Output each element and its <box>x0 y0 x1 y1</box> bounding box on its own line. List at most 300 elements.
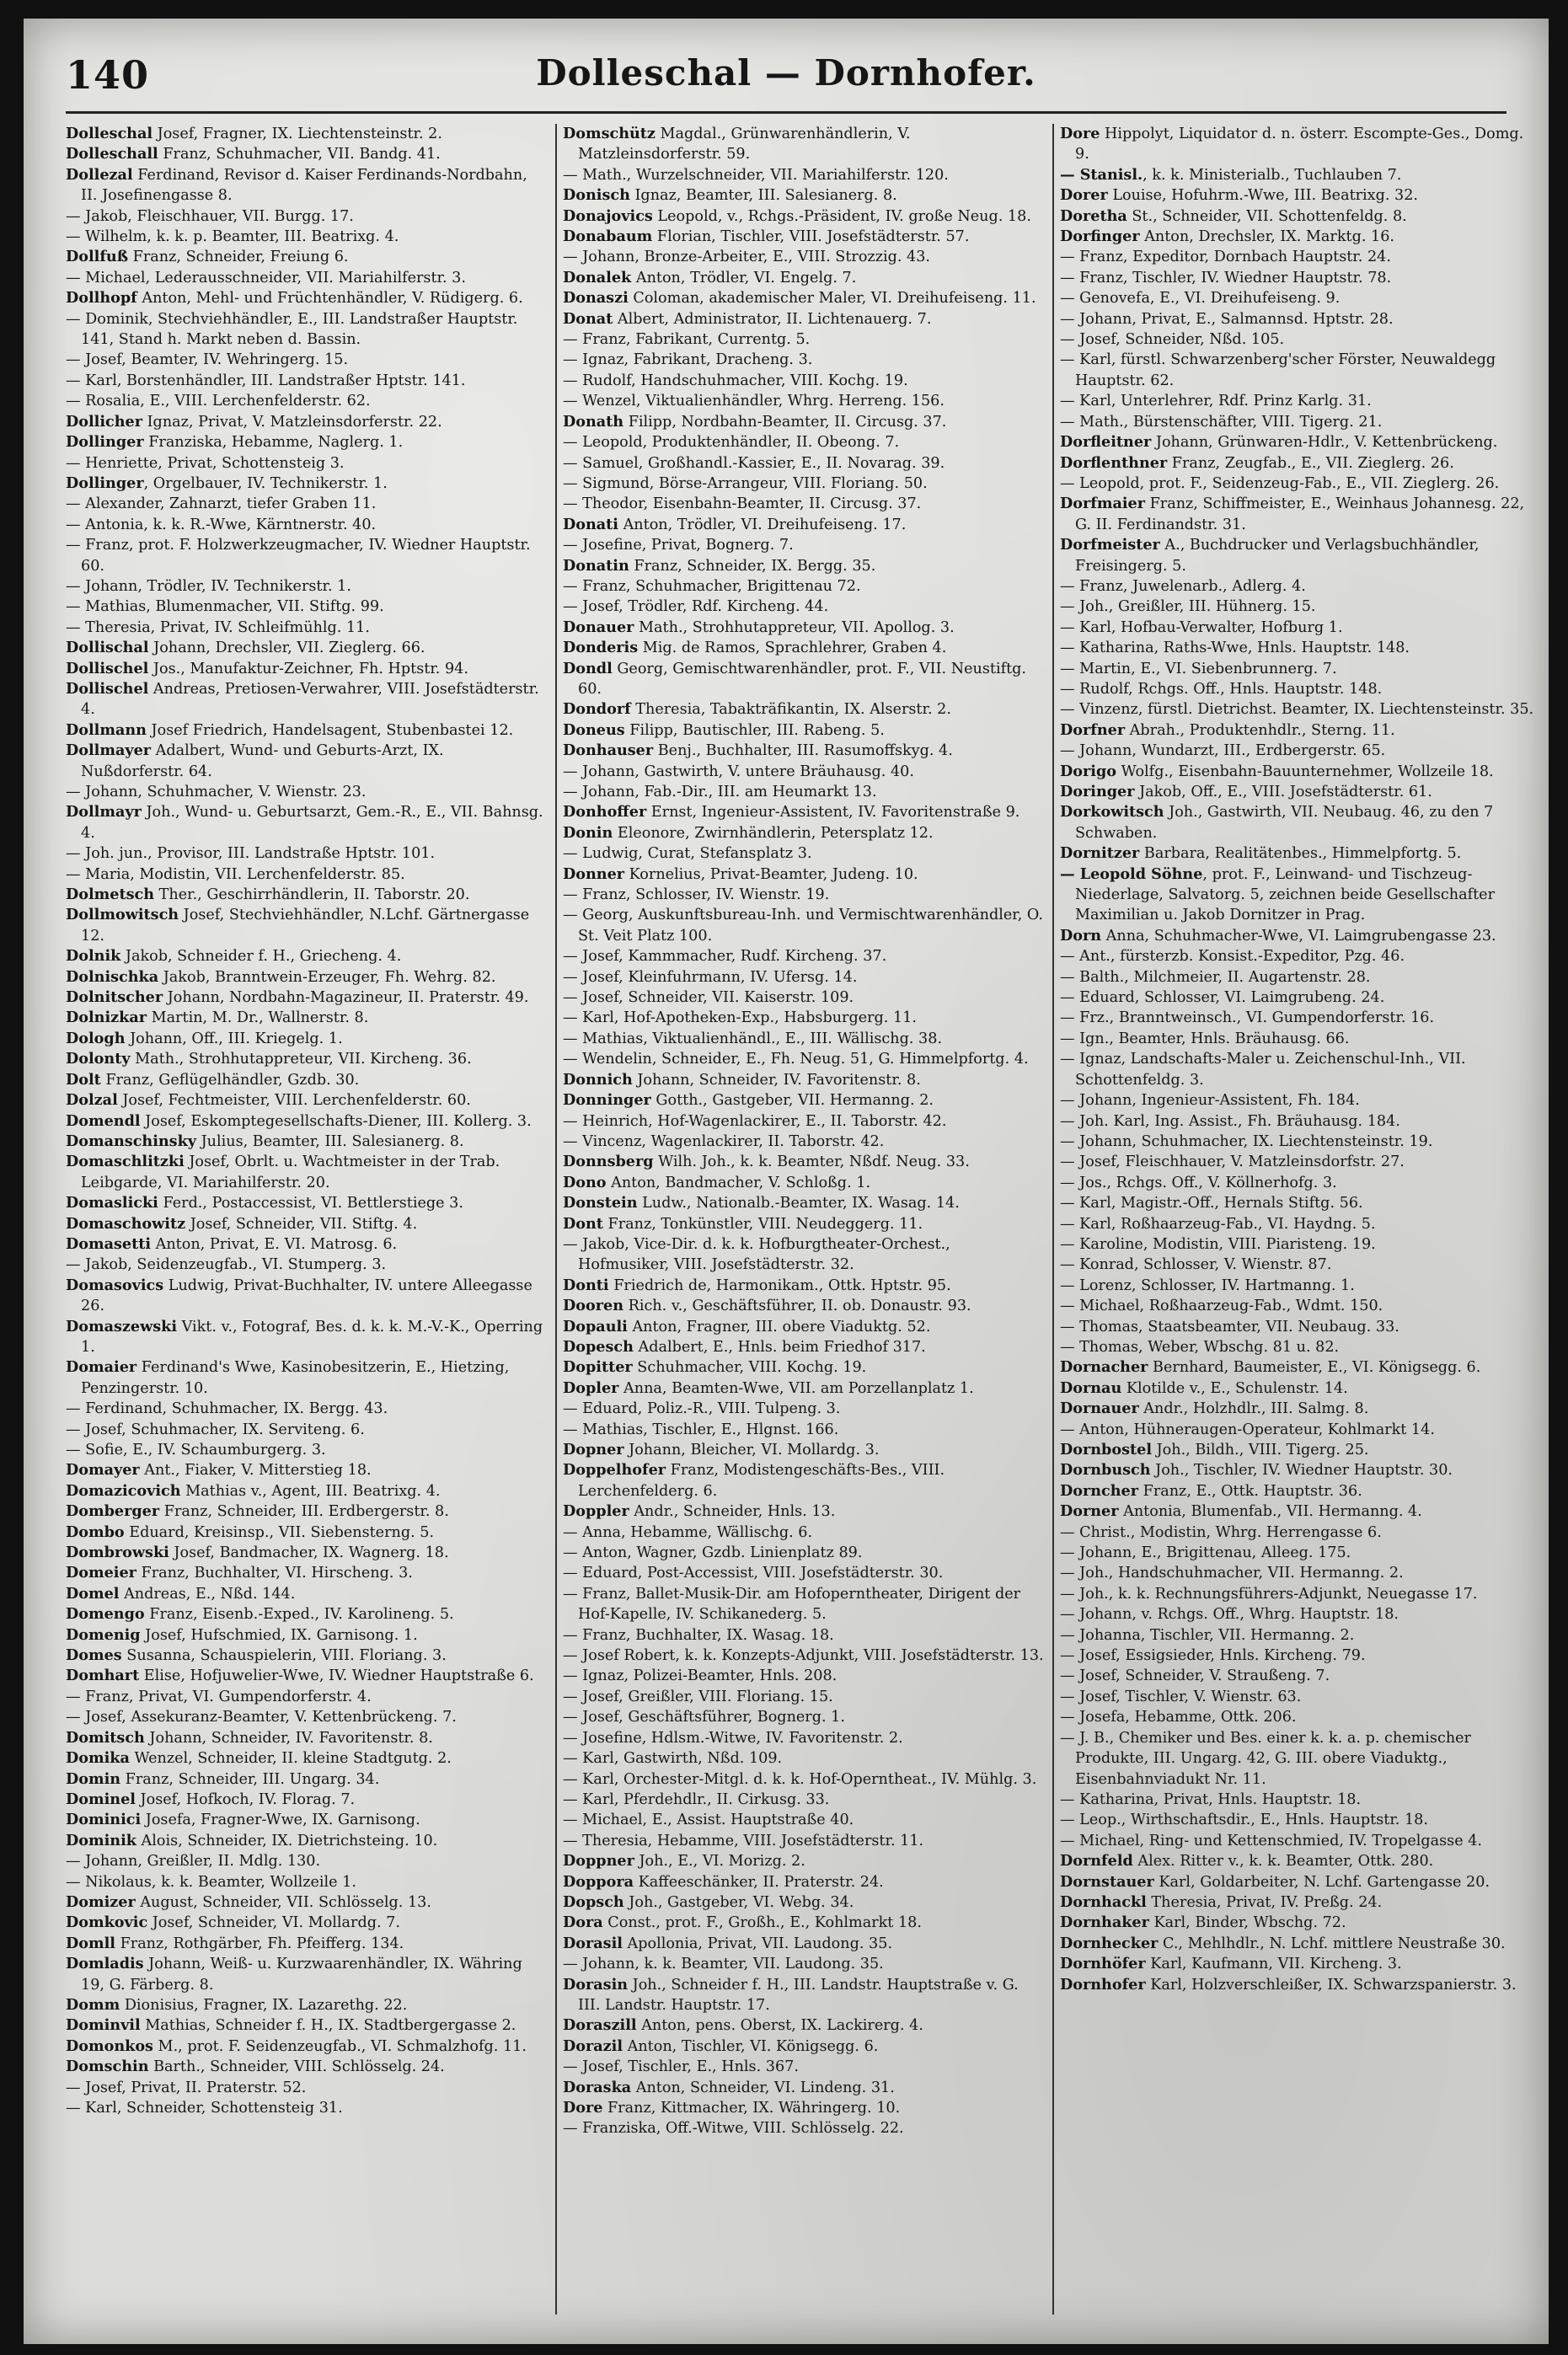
entry-surname: Doringer <box>1060 783 1135 800</box>
entry-details: Karl, Binder, Wbschg. 72. <box>1148 1914 1346 1932</box>
directory-entry <box>66 1913 548 1933</box>
entry-surname: Dollfuß <box>66 248 129 266</box>
entry-details: — Josef, Schneider, Nßd. 105. <box>1060 331 1285 349</box>
entry-details: Abrah., Produktenhdlr., Sterng. 11. <box>1125 721 1395 739</box>
directory-entry <box>1060 1728 1542 1790</box>
entry-details: — Leopold, Produktenhändler, II. Obeong. 7. <box>563 434 900 452</box>
entry-surname: Donnsberg <box>563 1153 654 1171</box>
directory-entry <box>563 1523 1045 1543</box>
entry-details: , k. k. Ministerialb., Tuchlauben 7. <box>1143 166 1402 184</box>
directory-entry <box>66 288 548 308</box>
entry-details: Elise, Hofjuwelier-Wwe, IV. Wiedner Hauptstraße 6. <box>139 1667 534 1685</box>
entry-details: — Johann, Bronze-Arbeiter, E., VIII. Strozzig. 43. <box>563 249 931 266</box>
directory-entry <box>1060 1810 1542 1830</box>
directory-entry <box>563 206 1045 227</box>
entry-details: Andr., Holzhdlr., III. Salmg. 8. <box>1138 1400 1369 1418</box>
entry-details: — Karl, Roßhaarzeug-Fab., VI. Haydng. 5. <box>1060 1215 1376 1233</box>
directory-entry <box>66 1707 548 1727</box>
directory-entry <box>66 1954 548 1995</box>
directory-entry <box>563 535 1045 555</box>
directory-entry <box>563 1111 1045 1132</box>
directory-entry <box>66 1584 548 1604</box>
directory-entry <box>66 720 548 741</box>
entry-details: — Nikolaus, k. k. Beamter, Wollzeile 1. <box>66 1873 356 1891</box>
entry-details: — Michael, Ring- und Kettenschmied, IV. Tropelgasse 4. <box>1060 1832 1482 1849</box>
directory-entry <box>66 1420 548 1440</box>
directory-entry <box>563 1173 1045 1193</box>
entry-surname: Dollicher <box>66 412 143 431</box>
directory-entry <box>66 474 548 494</box>
directory-entry <box>563 864 1045 885</box>
entry-details: — Karl, Orchester-Mitgl. d. k. k. Hof-Operntheat., IV. Mühlg. 3. <box>563 1770 1037 1788</box>
entry-surname: Domaschowitz <box>66 1214 186 1233</box>
entry-details: Mathias, Schneider f. H., IX. Stadtbergergasse 2. <box>140 2017 516 2035</box>
entry-surname: Dornauer <box>1060 1400 1139 1418</box>
entry-surname: Donninger <box>563 1091 651 1110</box>
entry-surname: Domel <box>66 1584 120 1603</box>
entry-surname: Dornbostel <box>1060 1441 1152 1458</box>
directory-entry <box>66 2037 548 2057</box>
directory-entry <box>66 1995 548 2015</box>
entry-details: Josef Friedrich, Handelsagent, Stubenbastei 12. <box>146 721 514 739</box>
entry-details: — Karl, fürstl. Schwarzenberg'scher Förster, Neuwaldegg Hauptstr. 62. <box>1060 351 1496 389</box>
directory-entry <box>563 391 1045 411</box>
entry-details: — Ludwig, Curat, Stefansplatz 3. <box>563 845 812 863</box>
directory-entry <box>563 699 1045 720</box>
running-title: Dolleschal — Dornhofer. <box>536 52 1036 94</box>
directory-entry <box>563 720 1045 741</box>
directory-entry <box>563 1748 1045 1769</box>
directory-entry <box>1060 185 1542 206</box>
entry-details: Franz, Buchhalter, VI. Hirscheng. 3. <box>136 1565 413 1582</box>
directory-entry <box>1060 843 1542 864</box>
directory-entry <box>66 1070 548 1090</box>
directory-entry <box>1060 1357 1542 1378</box>
entry-surname: Dono <box>563 1173 607 1191</box>
directory-entry <box>563 227 1045 247</box>
directory-entry <box>66 1276 548 1317</box>
entry-details: Friedrich de, Harmonikam., Ottk. Hptstr. 95. <box>608 1277 951 1294</box>
directory-entry <box>1060 618 1542 638</box>
directory-entry <box>563 412 1045 432</box>
entry-details: Adalbert, Wund- und Geburts-Arzt, IX. Nußdorferstr. 64. <box>81 742 444 780</box>
entry-details: Josef, Obrlt. u. Wachtmeister in der Trab. Leibgarde, VI. Mariahilferstr. 20. <box>81 1153 500 1191</box>
entry-surname: Dorer <box>1060 186 1108 205</box>
entry-details: Florian, Tischler, VIII. Josefstädterstr. 57. <box>652 228 970 246</box>
directory-entry <box>1060 1523 1542 1543</box>
directory-entry <box>1060 1584 1542 1604</box>
directory-entry <box>1060 1625 1542 1646</box>
entry-details: Dionisius, Fragner, IX. Lazarethg. 22. <box>120 1996 408 2014</box>
entry-surname: Dornbusch <box>1060 1461 1151 1480</box>
directory-entry <box>563 309 1045 329</box>
entry-details: — Karl, Gastwirth, Nßd. 109. <box>563 1750 783 1768</box>
directory-entry <box>66 1481 548 1501</box>
entry-details: — Franz, Juwelenarb., Adlerg. 4. <box>1060 577 1306 595</box>
entry-surname: Doppora <box>563 1872 634 1891</box>
entry-details: Franz, Modistengeschäfts-Bes., VIII. Lerchenfelderg. 6. <box>578 1462 945 1500</box>
entry-surname: Dornfeld <box>1060 1852 1133 1871</box>
entry-details: Mathias v., Agent, III. Beatrixg. 4. <box>180 1482 441 1500</box>
entry-details: — Josefa, Hebamme, Ottk. 206. <box>1060 1709 1297 1726</box>
entry-surname: Dorflenthner <box>1060 453 1168 472</box>
entry-details: — Samuel, Großhandl.-Kassier, E., II. Novarag. 39. <box>563 454 945 472</box>
entry-details: — Mathias, Blumenmacher, VII. Stiftg. 99. <box>66 598 384 616</box>
entry-details: Franz, Schiffmeister, E., Weinhaus Johannesg. 22, G. II. Ferdinandstr. 31. <box>1075 495 1525 533</box>
entry-surname: Dollhopf <box>66 289 137 308</box>
entry-details: Martin, M. Dr., Wallnerstr. 8. <box>147 1009 369 1027</box>
entry-details: — Michael, Roßhaarzeug-Fab., Wdmt. 150. <box>1060 1298 1383 1315</box>
entry-surname: Dollinger <box>66 433 144 452</box>
entry-surname: Doretha <box>1060 206 1127 225</box>
entry-details: — Michael, Lederausschneider, VII. Mariahilferstr. 3. <box>66 269 466 286</box>
entry-details: Johann, Schneider, IV. Favoritenstr. 8. <box>144 1729 433 1747</box>
directory-entry <box>66 1029 548 1049</box>
entry-surname: Donalek <box>563 268 632 286</box>
entry-details: — Josefine, Privat, Bognerg. 7. <box>563 537 794 554</box>
directory-entry <box>66 1049 548 1069</box>
entry-details: Anton, Fragner, III. obere Viaduktg. 52. <box>627 1318 931 1335</box>
entry-details: — Johann, v. Rchgs. Off., Whrg. Hauptstr. 18. <box>1060 1606 1399 1624</box>
directory-entry <box>66 1460 548 1480</box>
entry-surname: Dornhackl <box>1060 1892 1147 1911</box>
directory-entry <box>66 2098 548 2118</box>
directory-entry <box>563 1501 1045 1522</box>
entry-details: Schuhmacher, VIII. Kochg. 19. <box>632 1359 867 1377</box>
directory-entry <box>66 1625 548 1646</box>
directory-entry <box>66 1234 548 1255</box>
entry-details: — Leop., Wirthschaftsdir., E., Hnls. Hauptstr. 18. <box>1060 1812 1428 1829</box>
directory-entry <box>66 2015 548 2036</box>
entry-surname: Domenig <box>66 1625 141 1644</box>
directory-entry <box>66 391 548 411</box>
entry-details: Apollonia, Privat, VII. Laudong. 35. <box>622 1935 893 1952</box>
entry-details: Mig. de Ramos, Sprachlehrer, Graben 4. <box>638 640 947 657</box>
entry-surname: Dominel <box>66 1790 136 1808</box>
entry-details: Franz, Zeugfab., E., VII. Zieglerg. 26. <box>1167 454 1454 472</box>
directory-entry <box>563 576 1045 597</box>
entry-details: Franz, Kittmacher, IX. Währingerg. 10. <box>602 2100 901 2117</box>
entry-surname: Domberger <box>66 1502 160 1521</box>
directory-entry <box>1060 1049 1542 1090</box>
directory-entry <box>1060 1934 1542 1954</box>
entry-surname: Donti <box>563 1276 609 1294</box>
entry-details: Louise, Hofuhrm.-Wwe, III. Beatrixg. 32. <box>1107 187 1419 205</box>
entry-details: Filipp, Bautischler, III. Rabeng. 5. <box>624 721 885 739</box>
entry-surname: — Leopold Söhne <box>1060 864 1203 883</box>
directory-entry <box>563 1152 1045 1172</box>
entry-details: — Josef, Kammmacher, Rudf. Kircheng. 37. <box>563 948 887 966</box>
directory-entry <box>66 1132 548 1152</box>
entry-details: Wolfg., Eisenbahn-Bauunternehmer, Wollzeile 18. <box>1116 763 1494 780</box>
entry-surname: Dolleschal <box>66 125 153 142</box>
entry-surname: Dolleschall <box>66 145 158 163</box>
directory-entry <box>66 1934 548 1954</box>
entry-details: Magdal., Grünwarenhändlerin, V. Matzleinsdorferstr. 59. <box>578 126 911 163</box>
entry-surname: Dominici <box>66 1811 142 1829</box>
entry-surname: Domaszewski <box>66 1317 178 1335</box>
directory-entry <box>563 1872 1045 1892</box>
directory-entry <box>66 494 548 514</box>
entry-details: Josef, Fragner, IX. Liechtensteinstr. 2. <box>153 126 442 142</box>
directory-entry <box>1060 474 1542 494</box>
entry-details: Joh., Gastwirth, VII. Neubaug. 46, zu den 7 Schwaben. <box>1075 804 1494 842</box>
directory-entry <box>563 1851 1045 1871</box>
directory-entry <box>1060 720 1542 741</box>
entry-surname: Domika <box>66 1749 130 1768</box>
directory-entry <box>1060 1563 1542 1583</box>
entry-details: Karl, Holzverschleißer, IX. Schwarzspanierstr. 3. <box>1145 1976 1517 1994</box>
entry-surname: Doppler <box>563 1502 629 1521</box>
directory-entry <box>1060 1090 1542 1111</box>
entry-surname: Dorncher <box>1060 1481 1139 1500</box>
entry-details: — Franz, Schuhmacher, Brigittenau 72. <box>563 577 861 595</box>
entry-details: Jakob, Schneider f. H., Griecheng. 4. <box>120 948 402 966</box>
entry-surname: Dombrowski <box>66 1544 169 1562</box>
entry-details: Benj., Buchhalter, III. Rasumoffskyg. 4. <box>653 742 953 760</box>
entry-surname: Dore <box>563 2099 603 2117</box>
entry-surname: Dollinger <box>66 474 144 492</box>
page-header <box>24 52 1549 103</box>
column-1 <box>66 124 548 2331</box>
directory-entry <box>1060 1152 1542 1172</box>
entry-details: Ludwig, Privat-Buchhalter, IV. untere Alleegasse 26. <box>81 1277 532 1315</box>
entry-surname: Dorazil <box>563 2037 623 2055</box>
entry-details: — Johann, Wundarzt, III., Erdbergerstr. 65. <box>1060 742 1386 760</box>
entry-details: Ignaz, Beamter, III. Salesianerg. 8. <box>629 187 897 205</box>
entry-surname: Dorasil <box>563 1934 623 1952</box>
directory-entry <box>66 1687 548 1707</box>
entry-surname: Doppner <box>563 1852 634 1871</box>
directory-entry <box>563 2015 1045 2036</box>
directory-entry <box>563 1440 1045 1460</box>
entry-surname: Domschin <box>66 2058 149 2076</box>
entry-details: — Johann, Fab.-Dir., III. am Heumarkt 13. <box>563 784 877 800</box>
entry-details: — Franz, Privat, VI. Gumpendorferstr. 4. <box>66 1688 372 1705</box>
directory-entry <box>66 1748 548 1769</box>
directory-entry <box>66 268 548 288</box>
entry-surname: Dolnizkar <box>66 1009 147 1027</box>
directory-entry <box>1060 1255 1542 1275</box>
entry-details: — Vincenz, Wagenlackirer, II. Taborstr. 42. <box>563 1132 885 1150</box>
entry-details: — Karl, Borstenhändler, III. Landstraßer Hptstr. 141. <box>66 372 466 389</box>
directory-entry <box>563 1646 1045 1666</box>
entry-details: Ferdinand, Revisor d. Kaiser Ferdinands-Nordbahn, II. Josefinengasse 8. <box>81 166 527 205</box>
directory-entry <box>1060 1687 1542 1707</box>
entry-details: Josef, Fechtmeister, VIII. Lerchenfelderstr. 60. <box>117 1092 471 1110</box>
entry-surname: Donin <box>563 823 613 842</box>
directory-entry <box>563 1954 1045 1974</box>
entry-details: — Genovefa, E., VI. Dreihufeiseng. 9. <box>1060 290 1341 308</box>
entry-surname: Dolnischka <box>66 967 159 986</box>
entry-details: Antonia, Blumenfab., VII. Hermanng. 4. <box>1118 1503 1422 1521</box>
directory-entry <box>66 1666 548 1686</box>
entry-details: Josefa, Fragner-Wwe, IX. Garnisong. <box>141 1812 420 1829</box>
entry-details: — Frz., Branntweinsch., VI. Gumpendorferstr. 16. <box>1060 1009 1435 1027</box>
directory-entry <box>563 1357 1045 1378</box>
directory-entry <box>1060 597 1542 617</box>
entry-surname: Dollmann <box>66 720 147 739</box>
directory-entry <box>563 1831 1045 1851</box>
entry-details: — Joh., Greißler, III. Hühnerg. 15. <box>1060 598 1316 616</box>
entry-details: — Balth., Milchmeier, II. Augartenstr. 28. <box>1060 968 1371 986</box>
entry-details: — Rosalia, E., VIII. Lerchenfelderstr. 62. <box>66 393 371 410</box>
directory-entry <box>563 2057 1045 2077</box>
entry-details: Jakob, Off., E., VIII. Josefstädterstr. 61. <box>1134 784 1432 800</box>
directory-entry <box>1060 1790 1542 1810</box>
entry-details: — Sofie, E., IV. Schaumburgerg. 3. <box>66 1442 326 1458</box>
directory-entry <box>1060 679 1542 699</box>
directory-entry <box>1060 1851 1542 1871</box>
column-2 <box>563 124 1045 2331</box>
entry-details: Franz, Schneider, III. Erdbergerstr. 8. <box>159 1503 449 1521</box>
entry-surname: Dollezal <box>66 165 133 184</box>
entry-details: Math., Strohhutappreteur, VII. Kircheng. 36. <box>130 1051 472 1068</box>
entry-details: — Anna, Hebamme, Wällischg. 6. <box>563 1523 813 1541</box>
entry-details: — Eduard, Post-Accessist, VIII. Josefstädterstr. 30. <box>563 1565 944 1582</box>
directory-entry <box>66 1728 548 1748</box>
entry-details: — Sigmund, Börse-Arrangeur, VIII. Floriang. 50. <box>563 474 928 492</box>
entry-surname: Domaslicki <box>66 1194 158 1212</box>
directory-entry <box>66 1193 548 1213</box>
entry-details: — Josef, Trödler, Rdf. Kircheng. 44. <box>563 598 829 616</box>
entry-details: Ferdinand's Wwe, Kasinobesitzerin, E., Hietzing, Penzingerstr. 10. <box>81 1359 510 1397</box>
directory-entry <box>563 1049 1045 1069</box>
directory-entry <box>66 309 548 351</box>
entry-details: — Jos., Rchgs. Off., V. Köllnerhofg. 3. <box>1060 1174 1337 1191</box>
directory-entry <box>1060 1831 1542 1851</box>
directory-entry <box>1060 1872 1542 1892</box>
page-number: 140 <box>66 52 150 98</box>
directory-entry <box>563 597 1045 617</box>
entry-surname: Dora <box>563 1913 603 1932</box>
directory-entry <box>1060 638 1542 658</box>
entry-details: — Rudolf, Handschuhmacher, VIII. Kochg. 19. <box>563 372 908 389</box>
entry-surname: Domizer <box>66 1892 136 1911</box>
entry-details: Joh., Schneider f. H., III. Landstr. Hauptstraße v. G. III. Landstr. Hauptstr. 17. <box>578 1976 1019 2014</box>
entry-details: Adalbert, E., Hnls. beim Friedhof 317. <box>633 1338 926 1356</box>
directory-entry <box>563 247 1045 267</box>
entry-details: — Wenzel, Viktualienhändler, Whrg. Herreng. 156. <box>563 393 945 410</box>
entry-details: — Eduard, Schlosser, VI. Laimgrubeng. 24. <box>1060 989 1385 1007</box>
entry-details: — Josef, Kleinfuhrmann, IV. Ufersg. 14. <box>563 968 858 986</box>
entry-details: Josef, Bandmacher, IX. Wagnerg. 18. <box>169 1544 449 1562</box>
entry-details: Anna, Schuhmacher-Wwe, VI. Laimgrubengasse 23. <box>1101 927 1496 945</box>
entry-details: Eduard, Kreisinsp., VII. Siebensterng. 5. <box>124 1523 435 1541</box>
entry-surname: Dornhofer <box>1060 1975 1146 1994</box>
directory-entry <box>563 1810 1045 1830</box>
entry-surname: Dornhecker <box>1060 1934 1159 1952</box>
entry-details: Franz, Schuhmacher, VII. Bandg. 41. <box>158 146 441 163</box>
entry-surname: Domasetti <box>66 1234 152 1253</box>
entry-details: — Eduard, Poliz.-R., VIII. Tulpeng. 3. <box>563 1400 841 1418</box>
directory-entry <box>563 1687 1045 1707</box>
directory-entry <box>1060 762 1542 782</box>
directory-entry <box>66 1501 548 1522</box>
entry-surname: Dolt <box>66 1070 101 1089</box>
directory-entry <box>1060 1234 1542 1255</box>
directory-entry <box>563 1769 1045 1790</box>
directory-entry <box>563 288 1045 308</box>
entry-details: — Josef Robert, k. k. Konzepts-Adjunkt, VIII. Josefstädterstr. 13. <box>563 1647 1044 1665</box>
entry-surname: Dolonty <box>66 1050 131 1068</box>
entry-surname: Domladis <box>66 1955 144 1973</box>
entry-surname: Domes <box>66 1646 122 1665</box>
entry-surname: Dorner <box>1060 1502 1119 1521</box>
entry-details: — Wilhelm, k. k. p. Beamter, III. Beatrixg. 4. <box>66 228 399 246</box>
entry-details: Anna, Beamten-Wwe, VII. am Porzellanplatz 1. <box>618 1379 974 1397</box>
entry-details: — Joh. jun., Provisor, III. Landstraße Hptstr. 101. <box>66 845 436 863</box>
entry-details: Joh., Gastgeber, VI. Webg. 34. <box>623 1893 854 1911</box>
entry-details: — Math., Bürstenschäfter, VIII. Tigerg. 21. <box>1060 413 1383 431</box>
entry-details: — Ant., fürsterzb. Konsist.-Expeditor, Pzg. 46. <box>1060 948 1405 966</box>
entry-details: — Franz, prot. F. Holzwerkzeugmacher, IV. Wiedner Hauptstr. 60. <box>66 537 531 575</box>
directory-entry <box>66 412 548 432</box>
directory-entry <box>1060 946 1542 966</box>
directory-entry <box>1060 1378 1542 1399</box>
entry-details: — Dominik, Stechviehhändler, E., III. Landstraßer Hauptstr. 141, Stand h. Markt neben d. Bassin. <box>66 310 518 349</box>
directory-entry <box>66 638 548 658</box>
directory-entry <box>563 494 1045 514</box>
entry-surname: Dont <box>563 1214 603 1233</box>
directory-entry <box>66 206 548 227</box>
entry-details: — Jakob, Vice-Dir. d. k. k. Hofburgtheater-Orchest., Hofmusiker, VIII. Josefstädterstr. 32. <box>563 1235 950 1274</box>
entry-details: — Anton, Wagner, Gzdb. Linienplatz 89. <box>563 1544 863 1562</box>
entry-surname: Doraska <box>563 2078 632 2096</box>
directory-entry <box>66 885 548 905</box>
directory-entry <box>66 659 548 679</box>
directory-entry <box>66 1008 548 1028</box>
directory-entry <box>563 1296 1045 1316</box>
directory-entry <box>66 1255 548 1275</box>
entry-details: — Anton, Hühneraugen-Operateur, Kohlmarkt 14. <box>1060 1421 1435 1438</box>
entry-details: — Franz, Ballet-Musik-Dir. am Hofoperntheater, Dirigent der Hof-Kapelle, IV. Schikanederg. 5. <box>563 1585 1021 1624</box>
entry-surname: Donstein <box>563 1194 638 1212</box>
directory-entry <box>563 905 1045 946</box>
entry-details: Anton, Bandmacher, V. Schloßg. 1. <box>606 1174 871 1191</box>
directory-entry <box>563 371 1045 391</box>
entry-details: Ferd., Postaccessist, VI. Bettlerstiege 3. <box>158 1195 463 1212</box>
directory-entry <box>1060 124 1542 165</box>
directory-entry <box>66 1646 548 1666</box>
entry-details: Andreas, E., Nßd. 144. <box>119 1585 296 1603</box>
directory-entry <box>66 247 548 267</box>
directory-entry <box>1060 741 1542 761</box>
directory-entry <box>66 597 548 617</box>
directory-entry <box>563 1975 1045 2016</box>
entry-details: — Konrad, Schlosser, V. Wienstr. 87. <box>1060 1256 1332 1274</box>
entry-details: Franz, E., Ottk. Hauptstr. 36. <box>1138 1482 1362 1500</box>
entry-details: — Franz, Schlosser, IV. Wienstr. 19. <box>563 886 830 904</box>
directory-entry <box>563 453 1045 474</box>
entry-surname: Donabaum <box>563 227 653 246</box>
directory-entry <box>563 1399 1045 1419</box>
directory-entry <box>66 1563 548 1583</box>
directory-entry <box>66 843 548 864</box>
directory-entry <box>563 350 1045 370</box>
entry-details: Leopold, v., Rchgs.-Präsident, IV. große Neug. 18. <box>652 207 1031 225</box>
directory-entry <box>66 1831 548 1851</box>
entry-details: — Josef, Fleischhauer, V. Matzleinsdorfstr. 27. <box>1060 1153 1405 1171</box>
directory-entry <box>66 1440 548 1460</box>
entry-surname: Dornau <box>1060 1378 1122 1397</box>
column-divider <box>555 124 557 2315</box>
directory-entry <box>1060 1337 1542 1357</box>
entry-details: Alois, Schneider, IX. Dietrichsteing. 10. <box>136 1832 438 1849</box>
entry-surname: Donnich <box>563 1070 633 1089</box>
directory-entry <box>563 474 1045 494</box>
entry-details: Kaffeeschänker, II. Praterstr. 24. <box>634 1873 884 1891</box>
